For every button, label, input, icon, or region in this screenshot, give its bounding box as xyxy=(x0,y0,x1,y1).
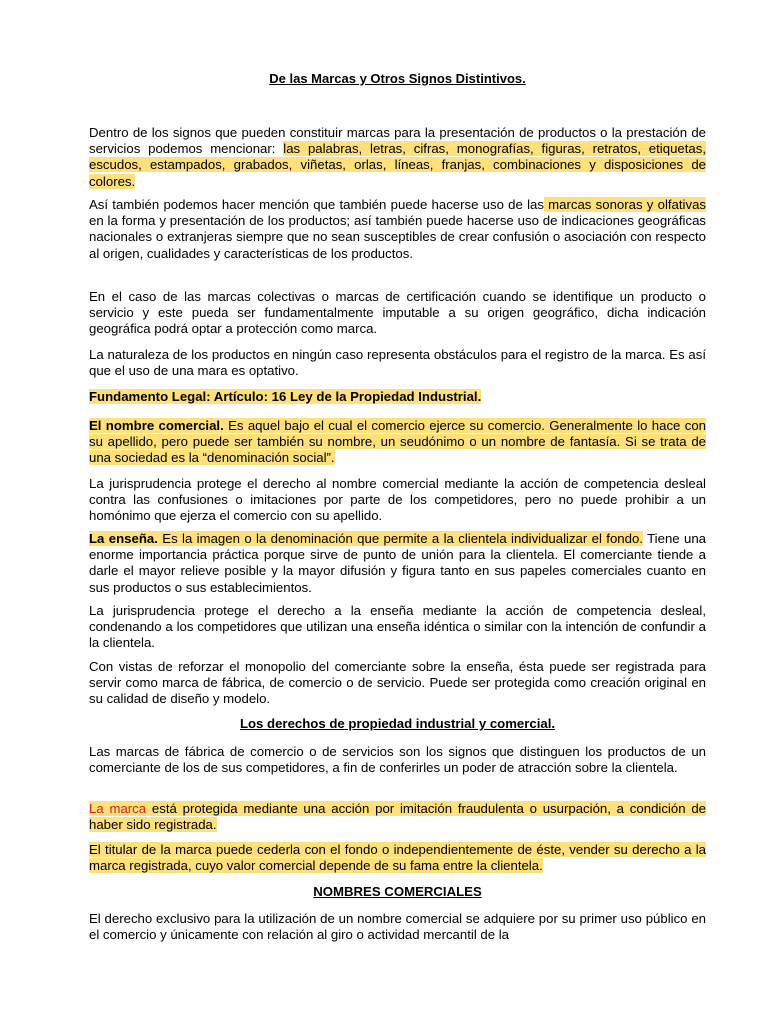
paragraph-signos-text: Dentro de los signos que pueden constituir marcas para la presentación de productos o la prestación de servicios podemos mencionar: xyxy=(89,125,706,157)
heading-nombres-comerciales: NOMBRES COMERCIALES xyxy=(313,884,482,899)
marca-protegida-text: está protegida mediante una acción por imitación fraudulenta o usurpación, a condición de haber sido registrada. xyxy=(89,801,706,833)
paragraph-signos xyxy=(89,125,706,190)
heading-derechos-propiedad: Los derechos de propiedad industrial y comercial. xyxy=(239,716,556,731)
highlight-signos-list: las palabras, letras, cifras, monografías, figuras, retratos, etiquetas, escudos, estampados, grabados, viñetas, orlas, líneas, franjas, combinaciones y disposiciones de colores. xyxy=(89,141,706,189)
paragraph-monopolio: Con vistas de reforzar el monopolio del comerciante sobre la enseña, ésta puede ser registrada para servir como marca de fábrica, de comercio o de servicio. Puede ser protegida como creación original en su calidad de diseño y modelo. xyxy=(89,659,706,707)
ensena-description: Tiene una enorme importancia práctica porque sirve de punto de unión para la clientela. El comerciante tiende a darle el mayor relieve posible y la mayor difusión y figura tanto en sus papeles comerciales cuanto en sus productos o sus establecimientos. xyxy=(89,531,706,595)
ensena-term: La enseña. xyxy=(89,531,158,546)
document-title: De las Marcas y Otros Signos Distintivos. xyxy=(269,71,526,86)
nombre-comercial-definition: Es aquel bajo el cual el comercio ejerce su comercio. Generalmente lo hace con su apellido, pero puede ser también su nombre, un seudónimo o un nombre de fantasía. Si se trata de una sociedad es la “denominación social”. xyxy=(89,418,706,466)
paragraph-fundamento-legal xyxy=(89,389,706,405)
nombre-comercial-term: El nombre comercial. xyxy=(89,418,224,433)
paragraph-jurisprudencia-nombre: La jurisprudencia protege el derecho al nombre comercial mediante la acción de competencia desleal contra las confusiones o imitaciones por parte de los competidores, pero no puede prohibir a un homónimo que ejerza el comercio con su apellido. xyxy=(89,476,706,524)
ensena-definition: Es la imagen o la denominación que permite a la clientela individualizar el fondo. xyxy=(157,531,643,546)
paragraph-marcas-colectivas: En el caso de las marcas colectivas o marcas de certificación cuando se identifique un producto o servicio y este pueda ser fundamentalmente imputable a su origen geográfico, dicha indicación geográfica podrá optar a protección como marca. xyxy=(89,289,706,337)
highlight-marcas-sonoras: marcas sonoras y olfativas xyxy=(543,197,706,212)
paragraph-nombre-comercial xyxy=(89,418,706,467)
marca-red-term: La marca xyxy=(89,801,147,816)
highlight-titular-marca: El titular de la marca puede cederla con el fondo o independientemente de éste, vender su derecho a la marca registrada, cuyo valor comercial depende de su fama entre la clientela. xyxy=(89,842,706,874)
highlight-fundamento-legal: Fundamento Legal: Artículo: 16 Ley de la Propiedad Industrial. xyxy=(89,389,482,404)
paragraph-ensena xyxy=(89,531,706,596)
paragraph-derecho-exclusivo: El derecho exclusivo para la utilización de un nombre comercial se adquiere por su primer uso público en el comercio y únicamente con relación al giro o actividad mercantil de la xyxy=(89,911,706,943)
paragraph-jurisprudencia-ensena: La jurisprudencia protege el derecho a la enseña mediante la acción de competencia desleal, condenando a los competidores que utilizan una enseña idéntica o similar con la intención de confundir a la clientela. xyxy=(89,603,706,651)
paragraph-titular-marca xyxy=(89,842,706,874)
paragraph-marcas-sonoras xyxy=(89,197,706,262)
paragraph-naturaleza-productos: La naturaleza de los productos en ningún caso representa obstáculos para el registro de la marca. Es así que el uso de una mara es optativo. xyxy=(89,347,706,379)
paragraph-marcas-sonoras-before: Así también podemos hacer mención que también puede hacerse uso de las xyxy=(89,197,544,212)
paragraph-marca-protegida xyxy=(89,801,706,833)
paragraph-marcas-sonoras-after: en la forma y presentación de los productos; así también puede hacerse uso de indicaciones geográficas nacionales o extranjeras siempre que no sean susceptibles de crear confusión o asociación con respecto al origen, cualidades y características de los productos. xyxy=(89,213,706,261)
paragraph-marcas-fabrica: Las marcas de fábrica de comercio o de servicios son los signos que distinguen los productos de un comerciante de los de sus competidores, a fin de conferirles un poder de atracción sobre la clientela. xyxy=(89,744,706,776)
